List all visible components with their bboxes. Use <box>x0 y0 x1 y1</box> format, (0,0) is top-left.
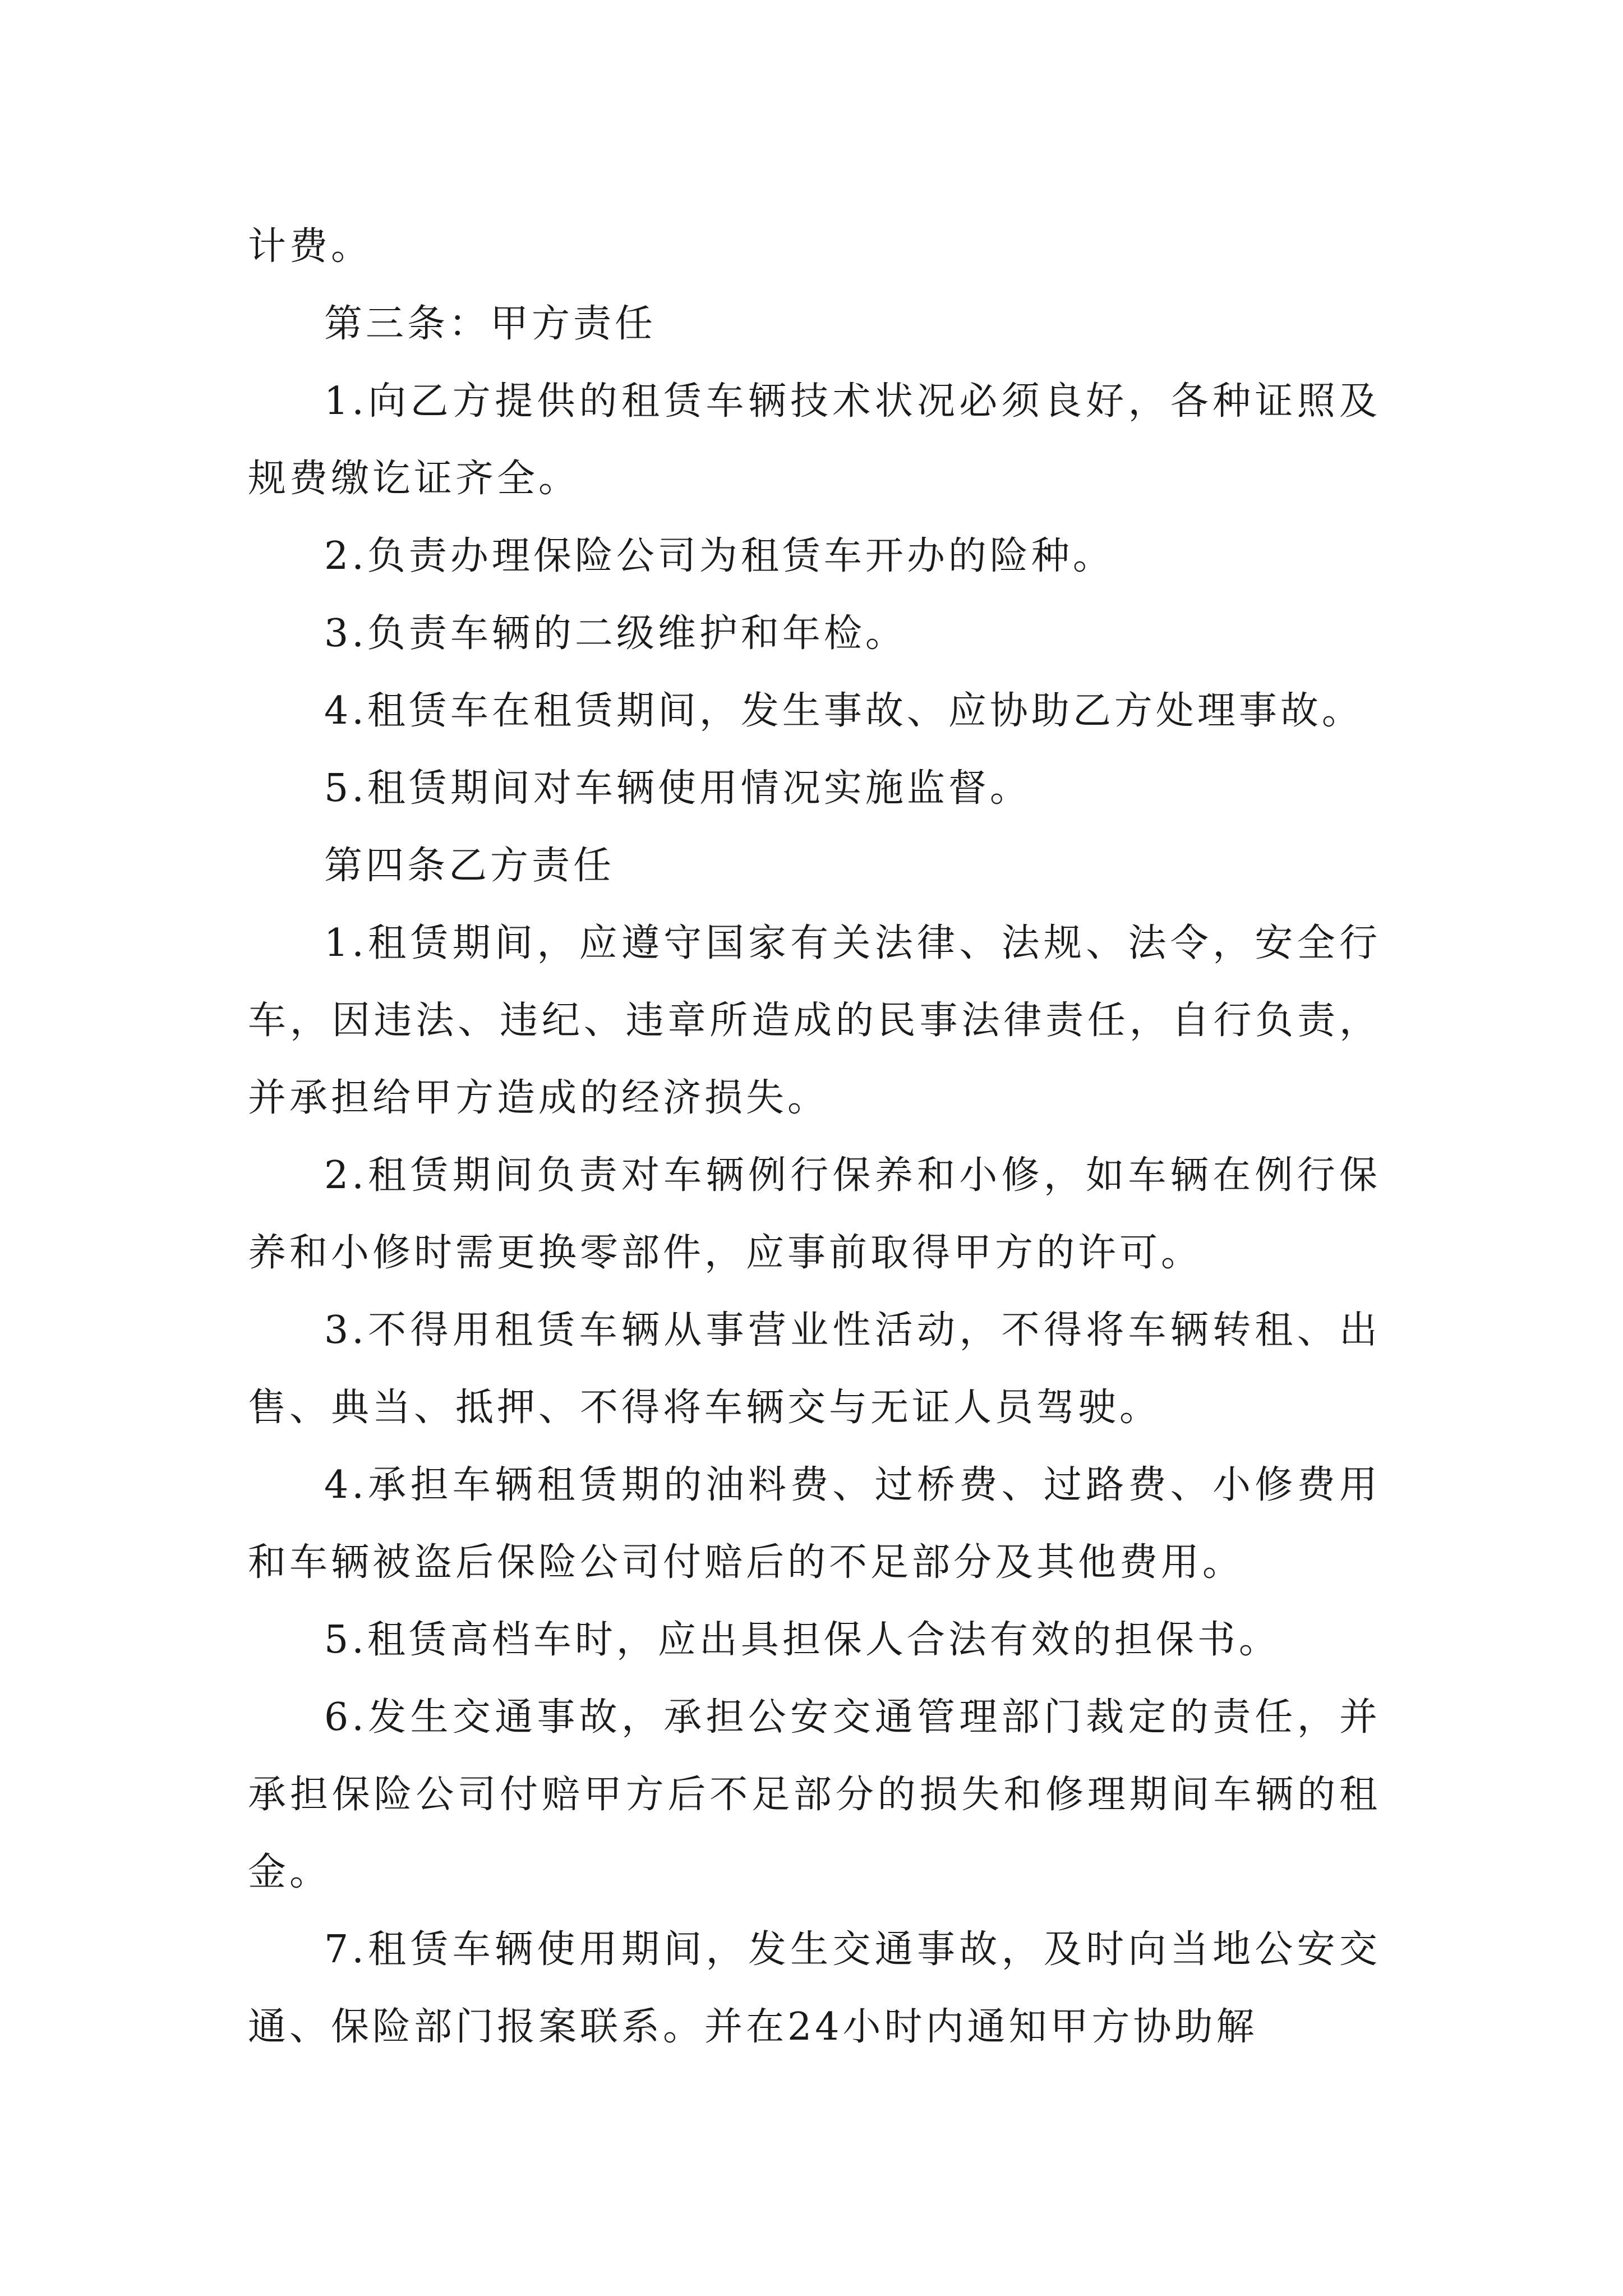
paragraph-a4-item-7: 7.租赁车辆使用期间，发生交通事故，及时向当地公安交通、保险部门报案联系。并在24小时内通知甲方协助解 <box>248 1927 1381 2049</box>
heading-article-4: 第四条乙方责任 <box>324 844 615 888</box>
contract-body <box>248 208 1381 2066</box>
heading-article-3: 第三条：甲方责任 <box>324 302 657 346</box>
paragraph-fee-end: 计费。 <box>248 224 373 269</box>
paragraph-a4-item-4: 4.承担车辆租赁期的油料费、过桥费、过路费、小修费用和车辆被盗后保险公司付赔后的不足部分及其他费用。 <box>248 1463 1381 1585</box>
paragraph-a3-item-5: 5.租赁期间对车辆使用情况实施监督。 <box>324 766 1031 811</box>
paragraph-a4-item-2: 2.租赁期间负责对车辆例行保养和小修，如车辆在例行保养和小修时需更换零部件，应事前取得甲方的许可。 <box>248 1153 1381 1275</box>
paragraph-a3-item-2: 2.负责办理保险公司为租赁车开办的险种。 <box>324 534 1114 578</box>
paragraph-a3-item-3: 3.负责车辆的二级维护和年检。 <box>324 611 907 656</box>
paragraph-a3-item-4: 4.租赁车在租赁期间，发生事故、应协助乙方处理事故。 <box>324 689 1363 733</box>
paragraph-a4-item-6: 6.发生交通事故，承担公安交通管理部门裁定的责任，并承担保险公司付赔甲方后不足部分的损失和修理期间车辆的租金。 <box>248 1695 1381 1894</box>
paragraph-a4-item-3: 3.不得用租赁车辆从事营业性活动，不得将车辆转租、出售、典当、抵押、不得将车辆交与无证人员驾驶。 <box>248 1308 1381 1430</box>
paragraph-a4-item-1: 1.租赁期间，应遵守国家有关法律、法规、法令，安全行车，因违法、违纪、违章所造成的民事法律责任，自行负责，并承担给甲方造成的经济损失。 <box>248 921 1381 1120</box>
paragraph-a3-item-1: 1.向乙方提供的租赁车辆技术状况必须良好，各种证照及规费缴讫证齐全。 <box>248 379 1381 501</box>
paragraph-a4-item-5: 5.租赁高档车时，应出具担保人合法有效的担保书。 <box>324 1618 1280 1662</box>
